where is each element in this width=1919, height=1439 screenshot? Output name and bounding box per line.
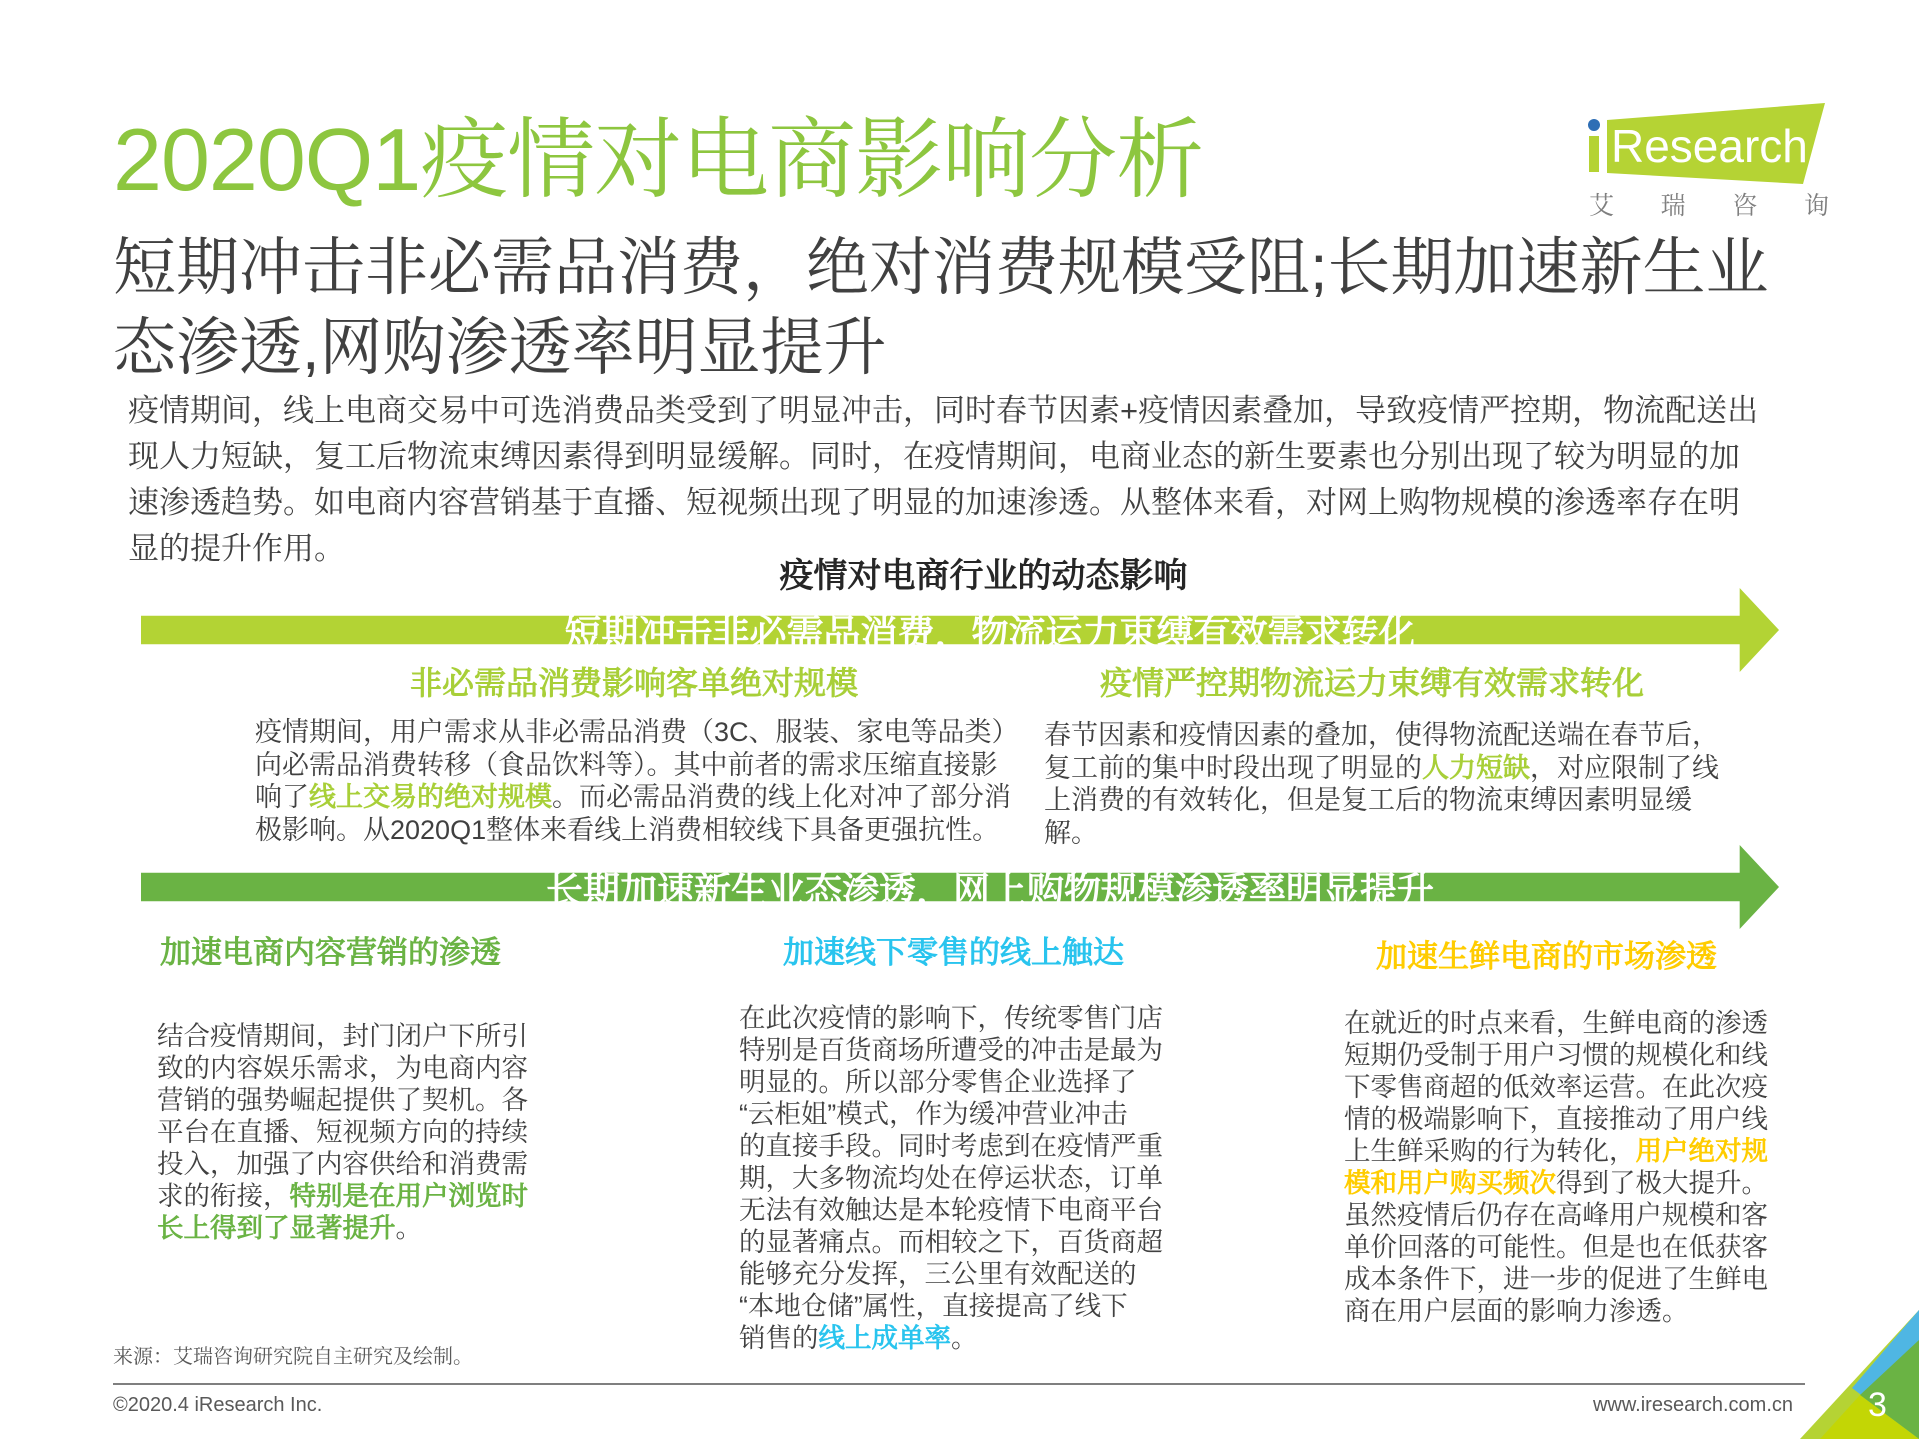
logo-char: 询: [1803, 192, 1829, 220]
column-title-content-marketing: 加速电商内容营销的渗透: [160, 935, 501, 970]
column-title-fresh-food: 加速生鲜电商的市场渗透: [1376, 939, 1717, 974]
highlight-text: 线上成单率: [818, 1323, 951, 1353]
logo-char: 艾: [1589, 192, 1615, 220]
long-term-arrow-label: 长期加速新生业态渗透，网上购物规模渗透率明显提升: [546, 870, 1434, 911]
page-number: 3: [1868, 1386, 1887, 1424]
diagram-heading: 疫情对电商行业的动态影响: [779, 557, 1188, 595]
corner-decoration: [1800, 1300, 1919, 1439]
column-title-offline-retail: 加速线下零售的线上触达: [783, 935, 1124, 970]
iresearch-logo-mark: [1585, 98, 1830, 188]
page-subtitle: 短期冲击非必需品消费，绝对消费规模受阻;长期加速新生业 态渗透,网购渗透率明显提升: [113, 233, 1769, 383]
column-text-fresh-food: [1344, 1007, 1768, 1327]
short-term-left-text: [255, 716, 1019, 846]
logo-char: 咨: [1732, 192, 1758, 220]
text: 在就近的时点来看，生鲜电商的渗透 短期仍受制于用户习惯的规模化和线 下零售商超的低效率运营。在此次疫 情的极端影响下，直接推动了用户线 上生鲜采购的行为转化，: [1344, 1008, 1768, 1166]
text: 得到了极大提升。 虽然疫情后仍存在高峰用户规模和客 单价回落的可能性。但是也在低获客 成本条件下，进一步的促进了生鲜电 商在用户层面的影响力渗透。: [1344, 1168, 1768, 1326]
text: 。: [951, 1323, 978, 1353]
copyright: ©2020.4 iResearch Inc.: [113, 1394, 323, 1416]
text: 。而必需品消费的线上化对冲了部分消 极影响。从2020Q1整体来看线上消费相较线下具备更强抗性。: [255, 782, 1011, 845]
highlight-text: 用户绝对规 模和用户购买频次: [1344, 1136, 1768, 1198]
intro-paragraph: 疫情期间，线上电商交易中可选消费品类受到了明显冲击，同时春节因素+疫情因素叠加，导致疫情严控期，物流配送出 现人力短缺，复工后物流束缚因素得到明显缓解。同时，在疫情期间，电商业态的新生要素也分别出现了较为明显的加 速渗透趋势。如电商内容营销基于直播、短视频出现了明显的加速渗透。从整体来看，对网上购物规模的渗透率存在明 显的提升作用。: [128, 393, 1759, 566]
column-text-offline-retail: [739, 1002, 1163, 1354]
short-term-left-title: 非必需品消费影响客单绝对规模: [410, 665, 859, 701]
text: 。: [395, 1213, 422, 1243]
long-term-arrow: [141, 845, 1779, 929]
highlight-text: 人力短缺: [1422, 752, 1530, 783]
short-term-right-text: [1044, 719, 1719, 849]
text: 在此次疫情的影响下，传统零售门店 特别是百货商场所遭受的冲击是最为 明显的。所以部分零售企业选择了 “云柜姐”模式，作为缓冲营业冲击 的直接手段。同时考虑到在疫情严重 期，大多物流均处在停运状态，订单 无法有效触达是本轮疫情下电商平台 的显著痛点。而相较之下，百货商超 能够充分发挥，三公里有效配送的 “本地仓储”属性，直接提高了线下 销售的: [739, 1003, 1163, 1353]
page-title: 2020Q1疫情对电商影响分析: [113, 110, 1204, 209]
text: 春节因素和疫情因素的叠加，使得物流配送端在春节后， 复工前的集中时段出现了明显的: [1044, 720, 1719, 783]
text: ，对应限制了线 上消费的有效转化，但是复工后的物流束缚因素明显缓 解。: [1044, 752, 1719, 848]
text: 结合疫情期间，封门闭户下所引 致的内容娱乐需求，为电商内容 营销的强势崛起提供了契机。各 平台在直播、短视频方向的持续 投入，加强了内容供给和消费需 求的衔接，: [157, 1021, 528, 1211]
source-note: 来源：艾瑞咨询研究院自主研究及绘制。: [113, 1346, 473, 1368]
iresearch-logo: [1585, 98, 1830, 228]
column-text-content-marketing: [157, 1020, 528, 1244]
text: 疫情期间，用户需求从非必需品消费（3C、服装、家电等品类） 向必需品消费转移（食品饮料等）。其中前者的需求压缩直接影 响了: [255, 717, 1019, 812]
footer-divider: [113, 1383, 1805, 1385]
highlight-text: 特别是在用户浏览时 长上得到了显著提升: [157, 1181, 528, 1243]
short-term-right-title: 疫情严控期物流运力束缚有效需求转化: [1100, 665, 1645, 701]
website-link[interactable]: www.iresearch.com.cn: [1592, 1394, 1793, 1416]
short-term-arrow-label: 短期冲击非必需品消费，物流运力束缚有效需求转化: [564, 613, 1416, 654]
logo-char: 瑞: [1660, 192, 1686, 220]
highlight-text: 线上交易的绝对规模: [309, 782, 552, 812]
svg-text:Research: Research: [1611, 120, 1808, 172]
